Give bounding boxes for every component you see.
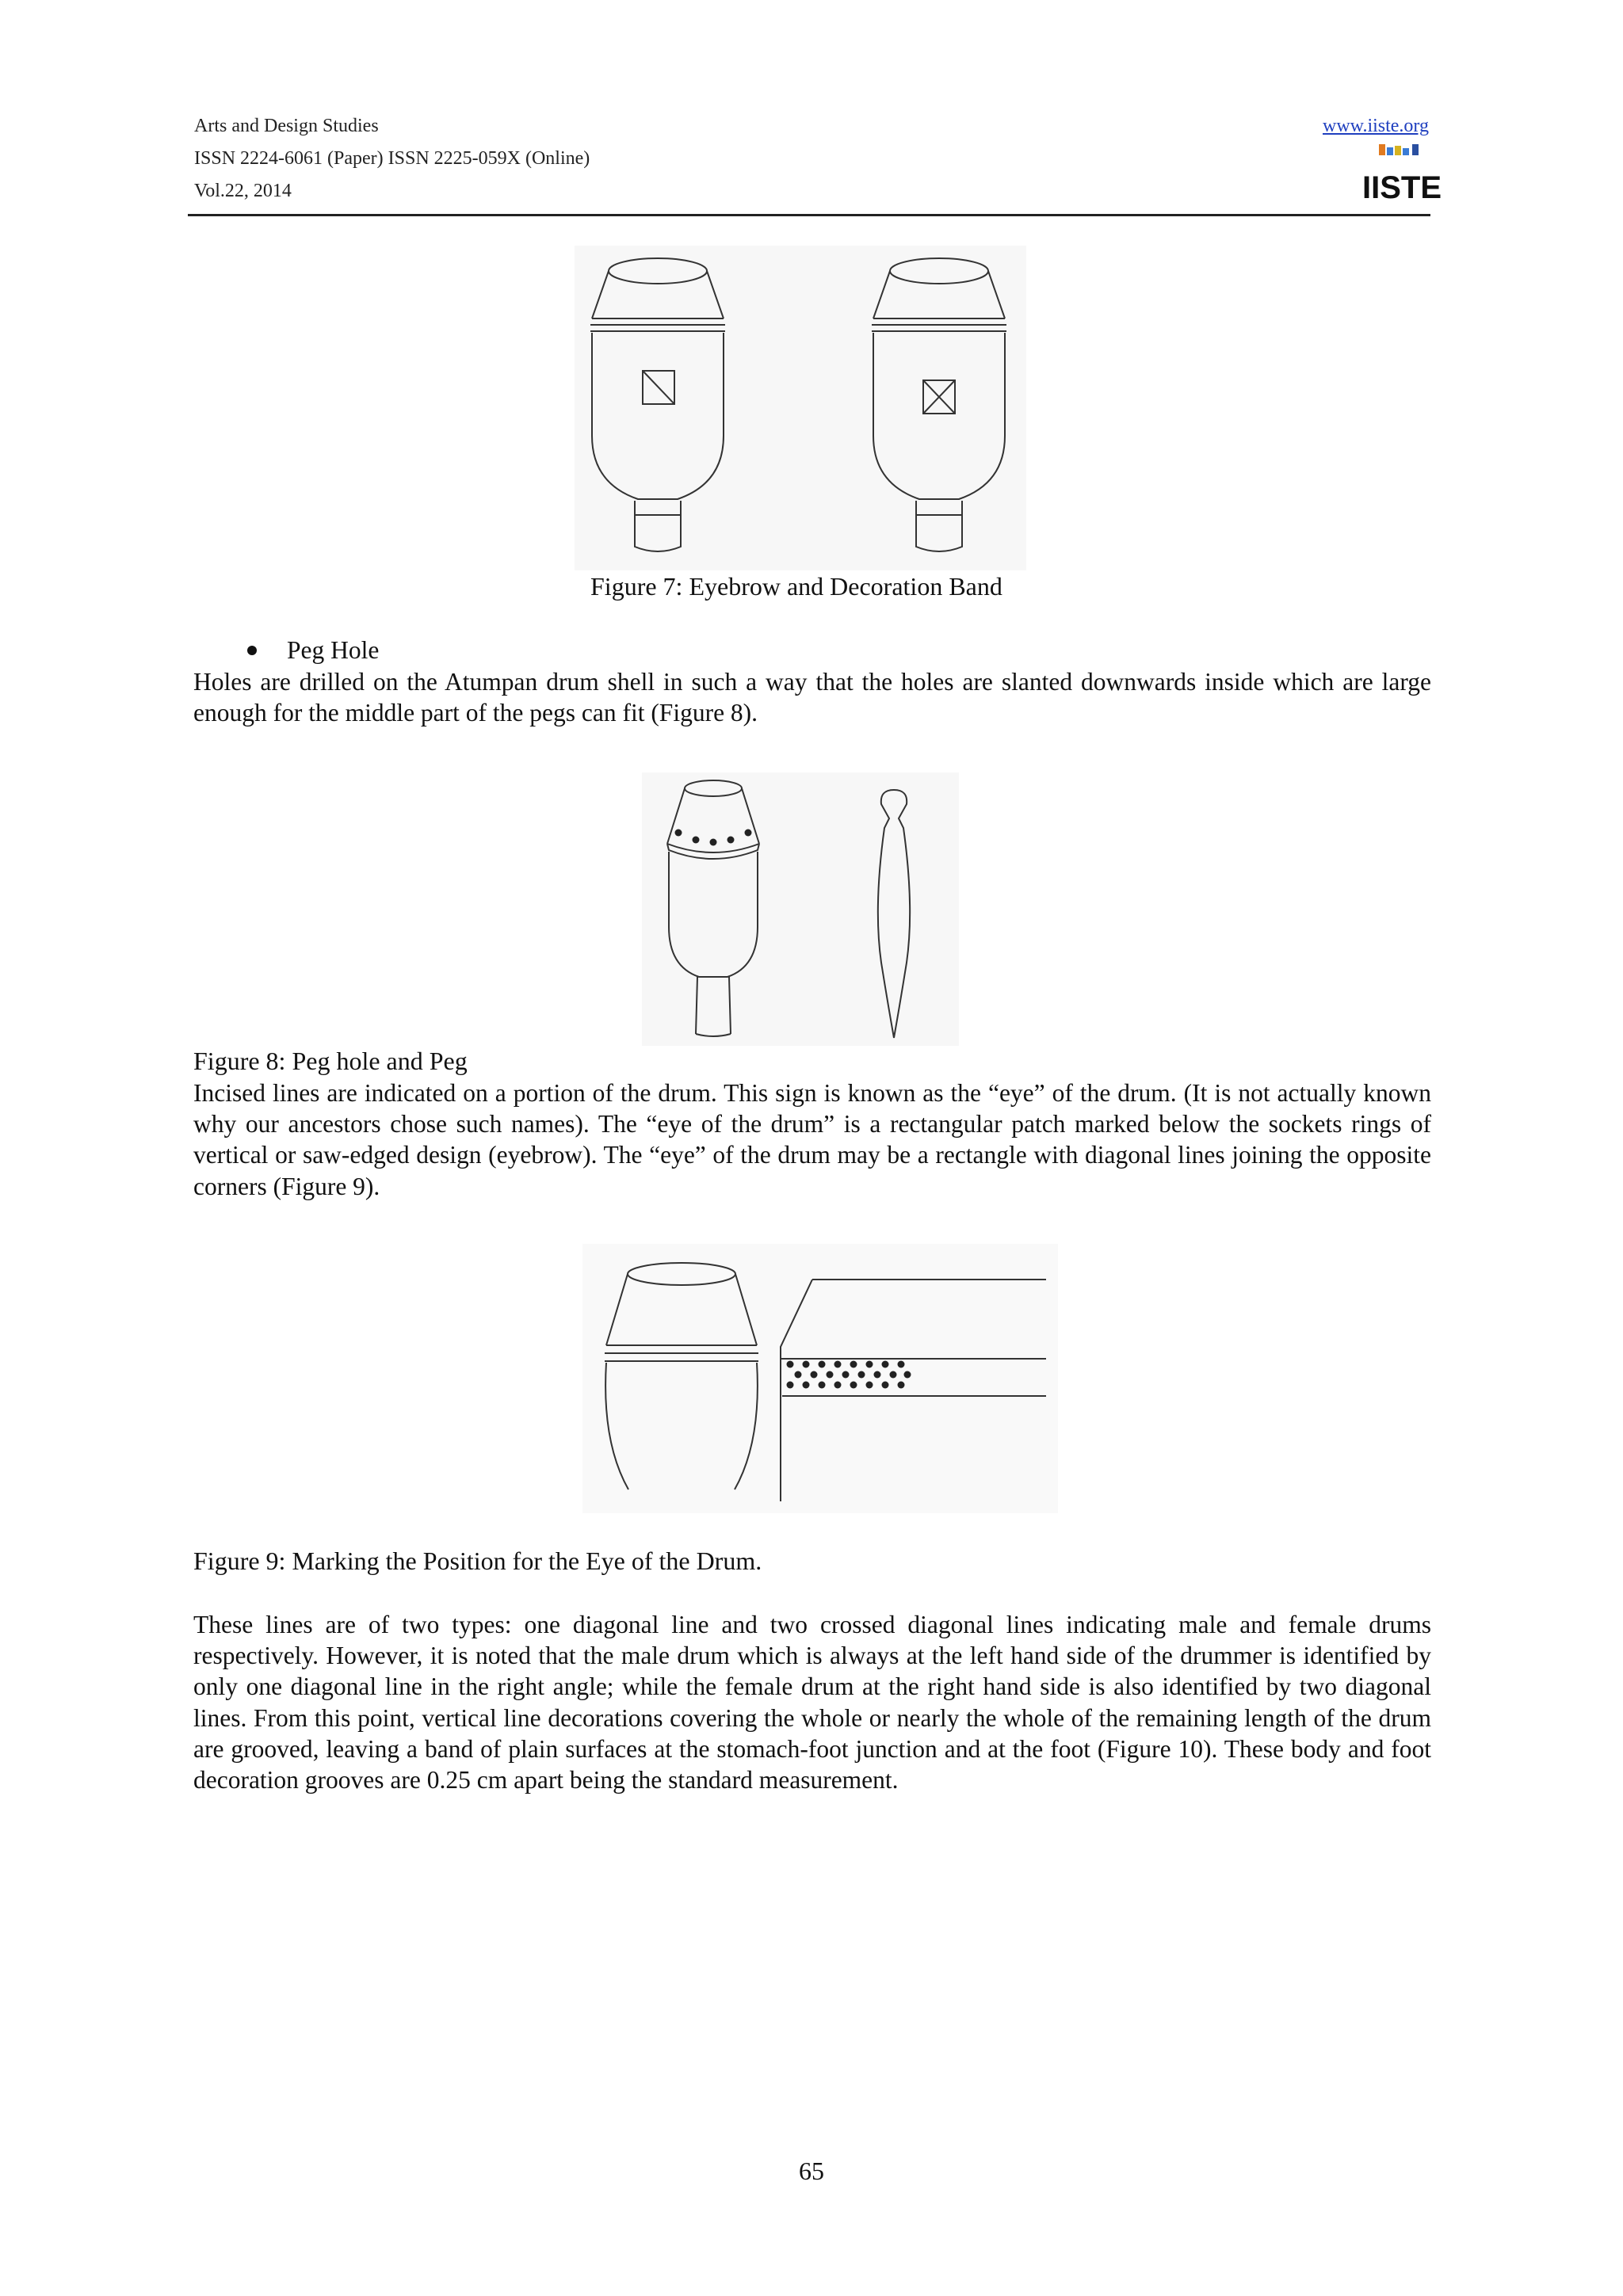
issn-line: ISSN 2224-6061 (Paper) ISSN 2225-059X (Online) xyxy=(194,148,590,169)
bullet-peg-hole xyxy=(247,636,379,665)
figure9-caption: Figure 9: Marking the Position for the Eye of the Drum. xyxy=(193,1547,762,1575)
page-number: 65 xyxy=(799,2157,824,2185)
website-link[interactable]: www.iiste.org xyxy=(1323,116,1429,136)
figure9-drawings xyxy=(582,1244,1058,1513)
paragraph-peg-hole: Holes are drilled on the Atumpan drum shell in such a way that the holes are slanted downwards inside which are large enough for the middle part of the pegs can fit (Figure 8). xyxy=(193,668,1431,727)
journal-name: Arts and Design Studies xyxy=(194,116,379,136)
figure7-caption: Figure 7: Eyebrow and Decoration Band xyxy=(590,572,1002,601)
figure7-drawings xyxy=(575,246,1026,570)
volume-line: Vol.22, 2014 xyxy=(194,181,292,201)
logo-wordmark: IISTE xyxy=(1361,170,1442,205)
figure8-caption: Figure 8: Peg hole and Peg xyxy=(193,1047,468,1075)
bullet-label: Peg Hole xyxy=(287,636,380,664)
paragraph-line-types: These lines are of two types: one diagonal line and two crossed diagonal lines indicating male and female drums respectively. However, it is noted that the male drum which is always at the left hand side of the drummer is identified by only one diagonal line in the right angle; while the female drum at the right hand side is also identified by two diagonal lines. From this point, vertical line decorations covering the whole or nearly the whole of the remaining length of the drum are grooved, leaving a band of plain surfaces at the stomach-foot junction and at the foot (Figure 10). These body and foot decoration grooves are 0.25 cm apart being the standard measurement. xyxy=(193,1611,1431,1794)
figure8-drawings xyxy=(642,772,959,1046)
paragraph-eye-of-drum: Incised lines are indicated on a portion of the drum. This sign is known as the “eye” of the drum. (It is not actually known why our ancestors chose such names). The “eye of the drum” is a rectangular patch marked below the sockets rings of vertical or saw-edged design (eyebrow). The “eye” of the drum may be a rectangle with diagonal lines joining the opposite corners (Figure 9). xyxy=(193,1079,1431,1200)
header-rule xyxy=(188,214,1430,216)
iiste-logo xyxy=(1361,143,1442,205)
bullet-dot xyxy=(247,646,257,655)
